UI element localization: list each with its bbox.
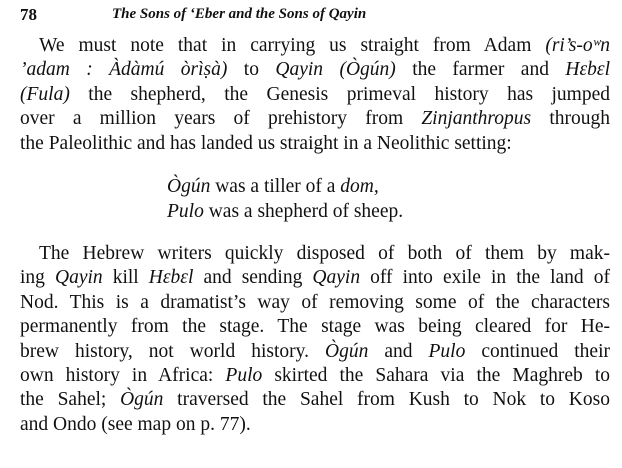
italic-term: dom, — [340, 176, 379, 198]
paragraph-2 — [20, 242, 610, 437]
text-line: the Sahel; Ògún traversed the Sahel from Kush to Nok to Koso — [20, 389, 610, 411]
text-line: ’adam : Àdàmú òrìṣà) to Qayin (Ògún) the farmer and Hɛbɛl — [20, 59, 610, 81]
running-head: The Sons of ‘Eber and the Sons of Qayin — [112, 6, 367, 22]
italic-term: Qayin — [312, 267, 361, 289]
italic-term: Pulo — [167, 201, 204, 223]
italic-term: Pulo — [428, 340, 466, 362]
text-line: Nod. This is a dramatist’s way of removing some of the characters — [20, 291, 610, 313]
text-line: permanently from the stage. The stage was being cleared for He- — [20, 316, 610, 338]
text-line: (Fula) the shepherd, the Genesis primeval history has jumped — [20, 83, 610, 105]
text-line: and Ondo (see map on p. 77). — [20, 413, 251, 435]
italic-term: Hɛbɛl — [565, 59, 610, 81]
verse-block — [167, 174, 610, 224]
text-line: brew history, not world history. Ògún and Pulo continued their — [20, 340, 610, 362]
text-line: own history in Africa: Pulo skirted the Sahara via the Maghreb to — [20, 365, 611, 387]
italic-term: Ògún — [120, 389, 164, 411]
text-line: We must note that in carrying us straight from Adam (ri’s-oʷn — [39, 35, 610, 56]
italic-term: Ògún — [167, 176, 211, 198]
paragraph-1 — [20, 34, 610, 156]
italic-term: (Fula) — [20, 83, 70, 105]
italic-term: Zinjanthropus — [421, 108, 532, 130]
italic-term: Ògún — [324, 340, 369, 362]
text-line: over a million years of prehistory from Zinjanthropus through — [20, 108, 610, 130]
text-line: ing Qayin kill Hɛbɛl and sending Qayin off into exile in the land of — [20, 267, 610, 289]
italic-term: (ri’s-oʷn — [545, 35, 610, 56]
italic-term: Hɛbɛl — [148, 267, 194, 289]
verse-line: Pulo was a shepherd of sheep. — [167, 201, 404, 223]
italic-term: Pulo — [225, 365, 263, 387]
italic-term: Qayin (Ògún) — [275, 59, 396, 81]
text-line: the Paleolithic and has landed us straight in a Neolithic setting: — [20, 132, 512, 154]
italic-term: ’adam : Àdàmú òrìṣà) — [20, 59, 228, 81]
page-header — [20, 0, 610, 28]
verse-line: Ògún was a tiller of a dom, — [167, 176, 379, 198]
text-line: The Hebrew writers quickly disposed of both of them by mak- — [39, 243, 610, 265]
page-number: 78 — [20, 5, 37, 24]
italic-term: Qayin — [54, 267, 103, 289]
